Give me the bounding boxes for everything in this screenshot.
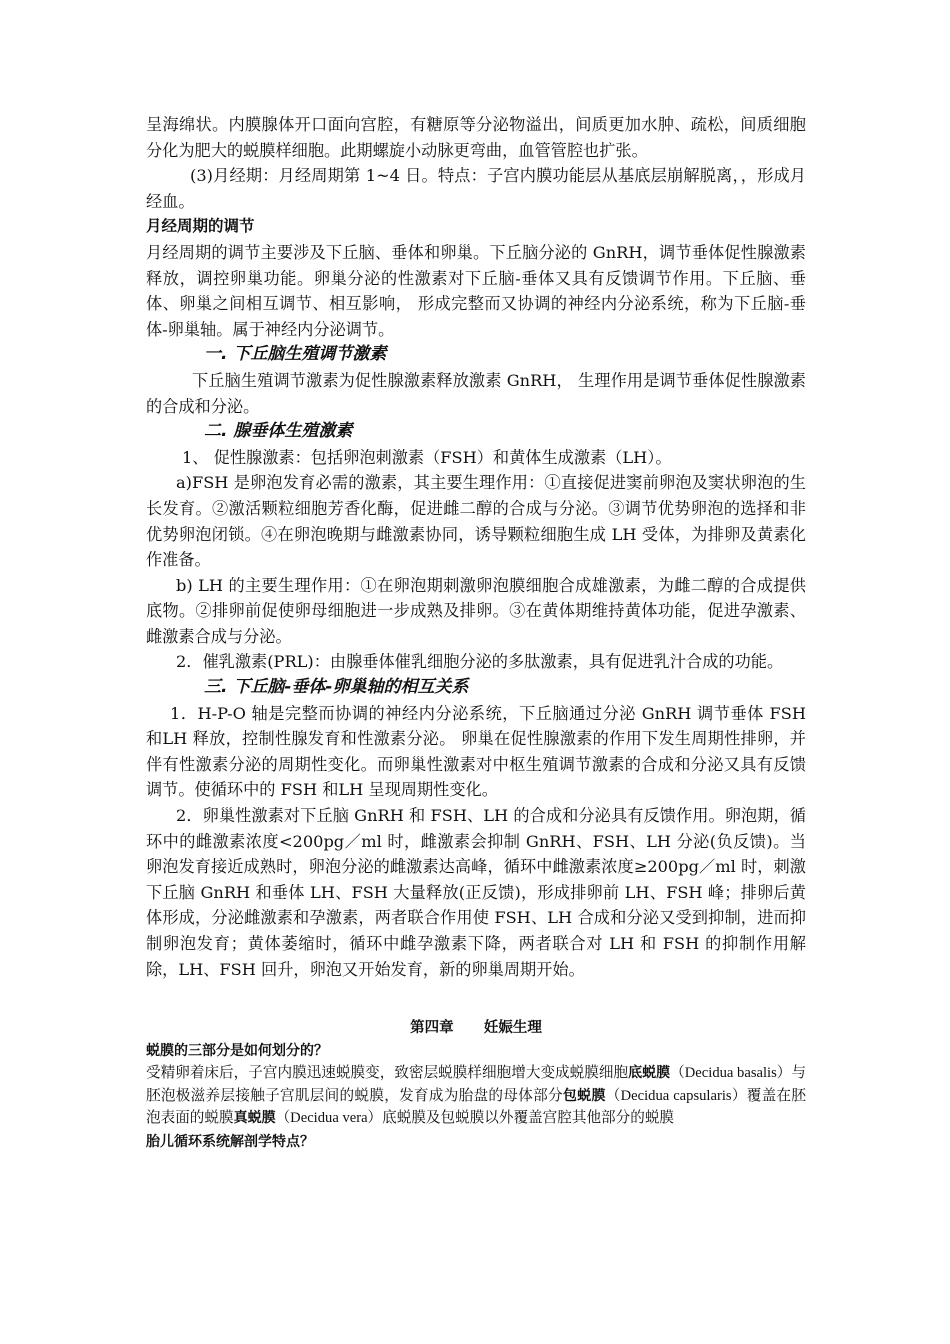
decidua-text-4: （Decidua vera）底蜕膜及包蜕膜以外覆盖宫腔其他部分的蜕膜 [275, 1110, 675, 1126]
term-decidua-basalis: 底蜕膜 [628, 1065, 671, 1082]
paragraph-secretory-phase: 呈海绵状。内膜腺体开口面向宫腔，有糖原等分泌物溢出，间质更加水肿、疏松，间质细胞分化为肥大的蜕膜样细胞。此期螺旋小动脉更弯曲，血管管腔也扩张。 [146, 115, 806, 160]
document-page [146, 112, 806, 1153]
question-decidua: 蜕膜的三部分是如何划分的？ [146, 1043, 328, 1060]
paragraph-hpo-axis-1: 1．H-P-O 轴是完整而协调的神经内分泌系统，下丘脑通过分泌 GnRH 调节垂体 FSH 和LH 释放，控制性腺发育和性激素分泌。 卵巢在促性腺激素的作用下发生周期性排卵，并伴有性激素分泌的周期性变化。而卵巢性激素对中枢生殖调节激素的合成和分泌又具有反馈调节。使循环中的 FSH 和LH 呈现周期性变化。 [146, 703, 806, 800]
paragraph-gnrh: 下丘脑生殖调节激素为促性腺激素释放激素 GnRH， 生理作用是调节垂体促性腺激素的合成和分泌。 [146, 370, 806, 416]
term-decidua-vera: 真蜕膜 [233, 1110, 276, 1126]
decidua-text-1: 受精卵着床后，子宫内膜迅速蜕膜变，致密层蜕膜样细胞增大变成蜕膜细胞 [146, 1065, 629, 1082]
paragraph-decidua [146, 1062, 806, 1129]
paragraph-regulation-intro: 月经周期的调节主要涉及下丘脑、垂体和卵巢。下丘脑分泌的 GnRH，调节垂体促性腺激素释放，调控卵巢功能。卵巢分泌的性激素对下丘脑-垂体又具有反馈调节作用。下丘脑、垂体、卵巢之间相互调节、相互影响， 形成完整而又协调的神经内分泌系统，称为下丘脑-垂体-卵巢轴。属于神经内分泌调节。 [146, 242, 806, 339]
paragraph-hpo-axis-2: 2．卵巢性激素对下丘脑 GnRH 和 FSH、LH 的合成和分泌具有反馈作用。卵泡期，循环中的雌激素浓度<200pg／ml 时，雌激素会抑制 GnRH、FSH、LH 分泌(负反馈)。当卵泡发育接近成熟时，卵泡分泌的雌激素达高峰，循环中雌激素浓度≥200pg／ml 时，刺激下丘脑 GnRH 和垂体 LH、FSH 大量释放(正反馈)，形成排卵前 LH、FSH 峰；排卵后黄体形成，分泌雌激素和孕激素，两者联合作用使 FSH、LH 合成和分泌又受到抑制，进而抑制卵泡发育；黄体萎缩时，循环中雌孕激素下降，两者联合对 LH 和 FSH 的抑制作用解除，LH、FSH 回升，卵泡又开始发育，新的卵巢周期开始。 [146, 806, 806, 979]
chapter-title: 第四章 妊娠生理 [410, 1020, 542, 1037]
decidua-text-3: （Decidua capsularis）覆盖在胚泡表面的蜕膜 [146, 1087, 806, 1126]
paragraph-fsh: a)FSH 是卵泡发育必需的激素，其主要生理作用：①直接促进窦前卵泡及窦状卵泡的生长发育。②激活颗粒细胞芳香化酶，促进雌二醇的合成与分泌。③调节优势卵泡的选择和非优势卵泡闭锁。④在卵泡晚期与雌激素协同，诱导颗粒细胞生成 LH 受体，为排卵及黄素化作准备。 [146, 473, 806, 570]
paragraph-lh: b) LH 的主要生理作用：①在卵泡期刺激卵泡膜细胞合成雄激素，为雌二醇的合成提供底物。②排卵前促使卵母细胞进一步成熟及排卵。③在黄体期维持黄体功能，促进孕激素、雌激素合成与分泌。 [146, 575, 806, 646]
heading-hypothalamus-hormones: 一. 下丘脑生殖调节激素 [204, 344, 387, 365]
heading-cycle-regulation: 月经周期的调节 [146, 217, 255, 236]
question-fetal-circulation: 胎儿循环系统解剖学特点？ [146, 1134, 314, 1151]
paragraph-menstrual-phase: (3)月经期：月经周期第 1~4 日。特点：子宫内膜功能层从基底层崩解脱离，，形成月经血。 [146, 166, 806, 211]
paragraph-prl: 2．催乳激素(PRL)：由腺垂体催乳细胞分泌的多肽激素，具有促进乳汁合成的功能。 [176, 652, 784, 672]
paragraph-gonadotropins: 1、 促性腺激素：包括卵泡刺激素（FSH）和黄体生成激素（LH）。 [182, 447, 672, 467]
decidua-text-2: （Decidua basalis）与胚泡极滋养层接触子宫肌层间的蜕膜，发育成为胎盘的母体部分 [146, 1065, 806, 1104]
heading-hpo-axis: 三. 下丘脑-垂体-卵巢轴的相互关系 [204, 677, 469, 698]
term-decidua-capsularis: 包蜕膜 [562, 1087, 606, 1104]
heading-pituitary-hormones: 二. 腺垂体生殖激素 [204, 421, 353, 442]
